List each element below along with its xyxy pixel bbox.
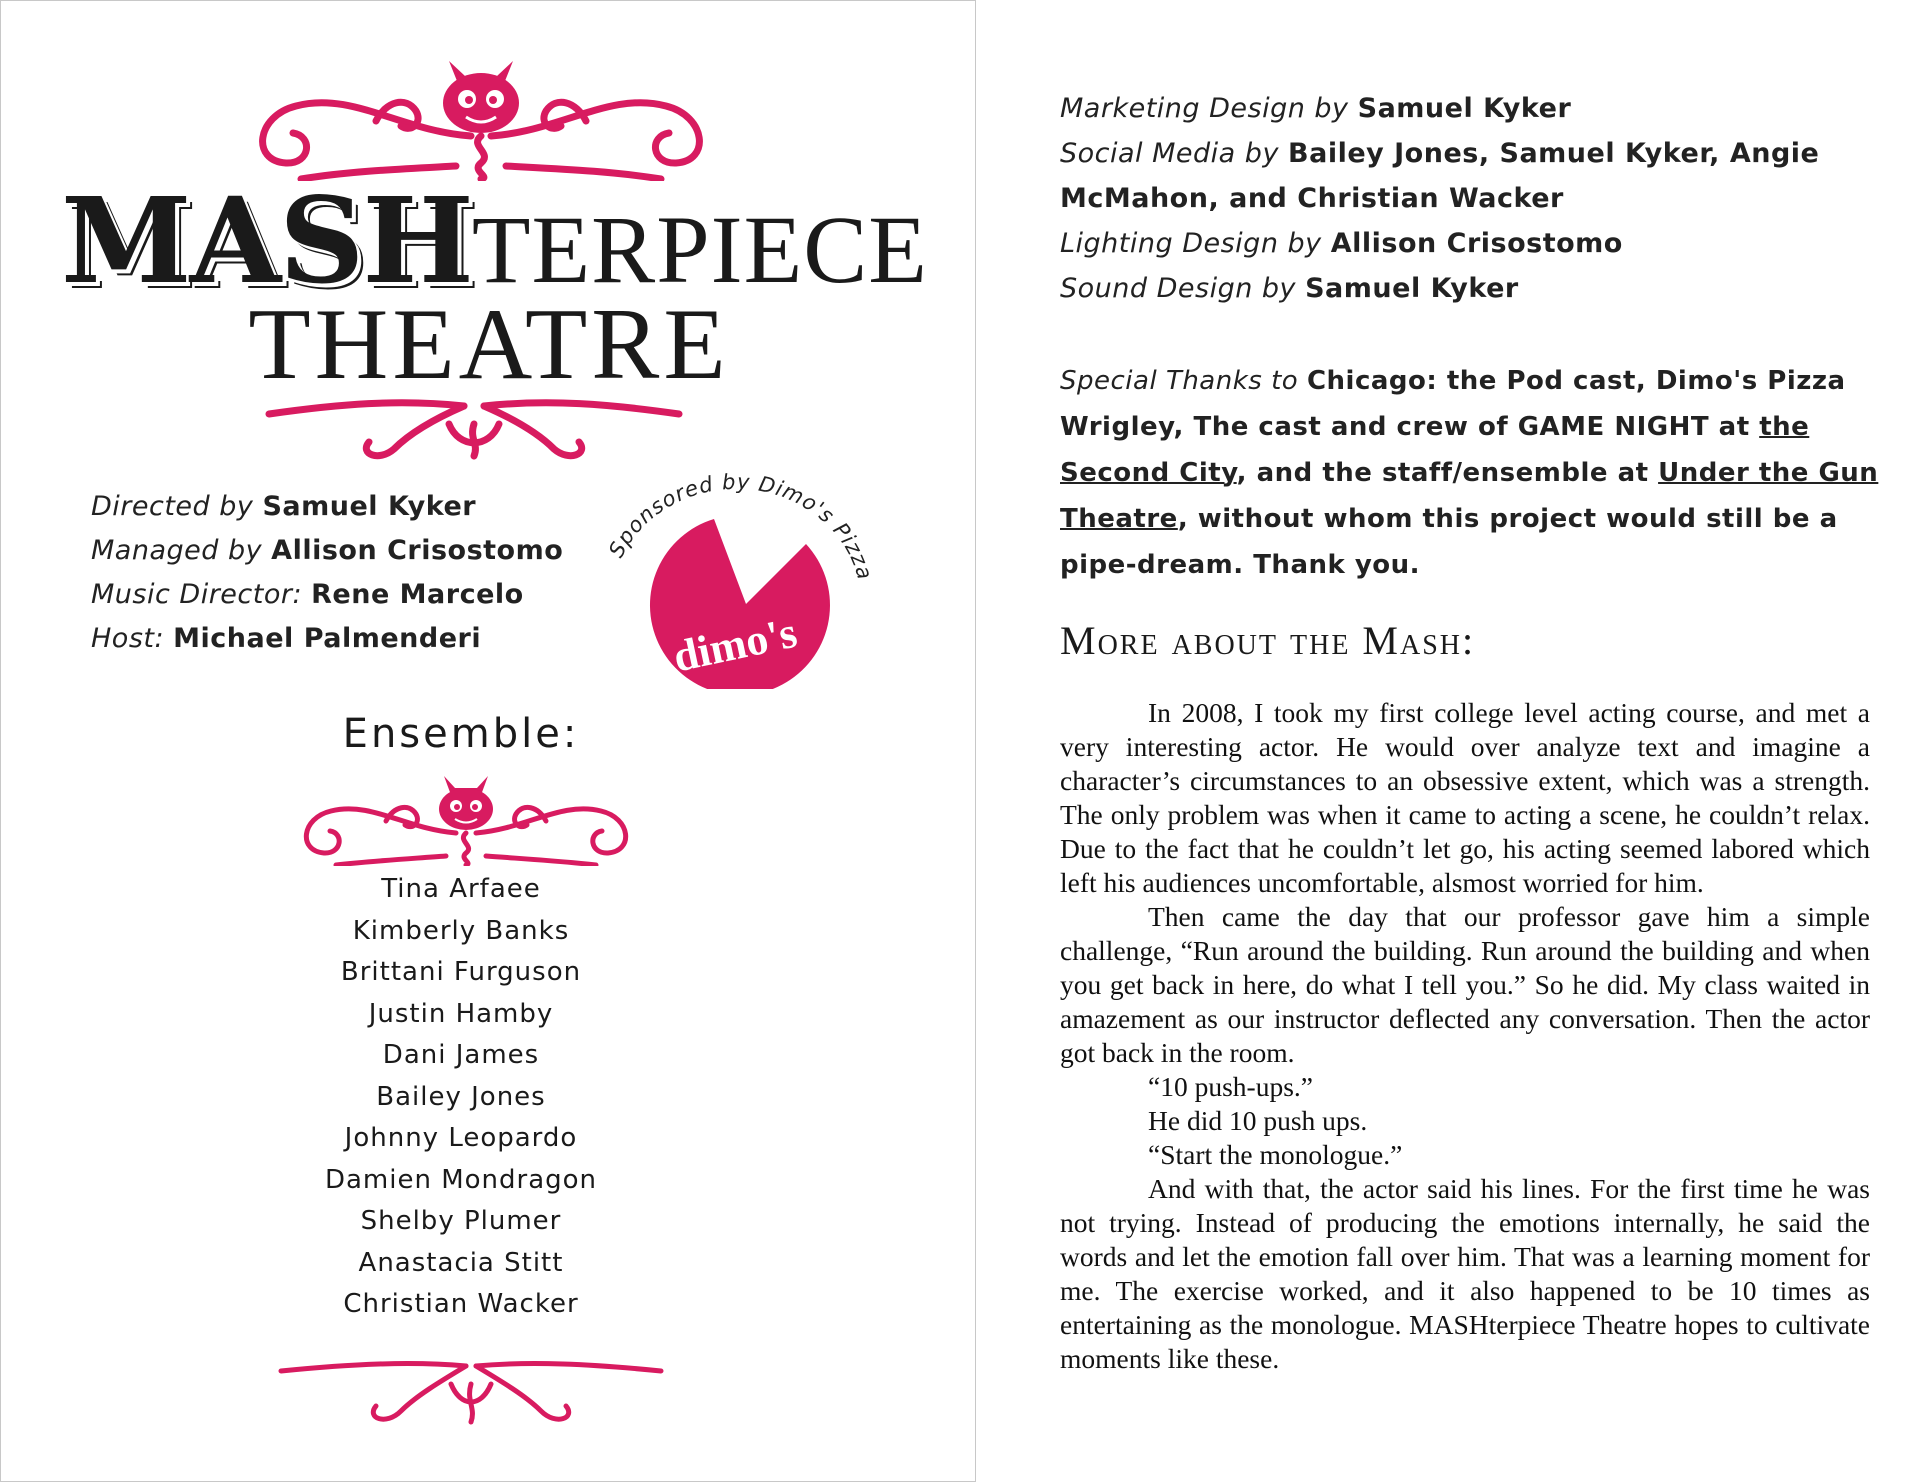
cat-face-icon bbox=[443, 61, 519, 133]
credit-music-director bbox=[91, 573, 563, 617]
thanks-lead: Special Thanks to bbox=[1060, 366, 1307, 396]
bottom-flourish-ornament bbox=[271, 1356, 671, 1436]
essay-paragraph: Then came the day that our professor gave him a simple challenge, “Run around the building. Run around the building and when you get back in here, do what I tell you.” So he did. My class waited in amazement as our instructor deflected any conversation. Then the actor got back in the room. bbox=[1060, 901, 1870, 1068]
credit-marketing bbox=[1060, 86, 1880, 131]
credit-role: Music Director: bbox=[91, 579, 312, 610]
ensemble-member: Tina Arfaee bbox=[381, 874, 541, 904]
ensemble-list bbox=[1, 869, 921, 1326]
essay-paragraph: “10 push-ups.” bbox=[1148, 1071, 1313, 1102]
dimos-logo-text: dimo's bbox=[668, 607, 802, 682]
credit-name: Allison Crisostomo bbox=[271, 535, 564, 566]
credit-role: Social Media by bbox=[1060, 138, 1289, 169]
title-line-1 bbox=[61, 171, 941, 310]
credit-role: Sound Design by bbox=[1060, 273, 1306, 304]
credit-name: Michael Palmenderi bbox=[173, 623, 482, 654]
thanks-text: Chicago: the Pod cast, Dimo's Pizza Wrigley, The cast and crew of GAME NIGHT at bbox=[1060, 366, 1846, 442]
ensemble-flourish-ornament bbox=[266, 771, 666, 866]
about-heading: More about the Mash: bbox=[1060, 618, 1476, 663]
ensemble-member: Johnny Leopardo bbox=[344, 1123, 578, 1153]
top-flourish-ornament bbox=[201, 51, 761, 181]
essay-paragraph: “Start the monologue.” bbox=[1148, 1139, 1403, 1170]
credit-sound bbox=[1060, 266, 1880, 311]
credit-social-media bbox=[1060, 131, 1880, 221]
credit-director bbox=[91, 485, 563, 529]
sponsor-logo bbox=[596, 449, 886, 689]
credit-host bbox=[91, 617, 563, 661]
about-essay bbox=[1060, 696, 1870, 1376]
essay-paragraph: In 2008, I took my first college level acting course, and met a very interesting actor. He would over analyze text and imagine a character’s circumstances to an obsessive extent, which was a strength. The only problem was when it came to acting a scene, he couldn’t relax. Due to the fact that he couldn’t let go, his acting seemed labored which left his audiences uncomfortable, alsmost worried for him. bbox=[1060, 697, 1870, 898]
credit-lighting bbox=[1060, 221, 1880, 266]
special-thanks bbox=[1060, 358, 1880, 588]
credit-role: Lighting Design by bbox=[1060, 228, 1331, 259]
title-terpiece: TERPIECE bbox=[471, 196, 928, 303]
essay-paragraph: And with that, the actor said his lines. For the first time he was not trying. Instead of producing the emotions internally, he said the words and let the emotion fall over him. That was a learning moment for me. The exercise worked, and it also happened to be 10 times as entertaining as the monologue. MASHterpiece Theatre hopes to cultivate moments like these. bbox=[1060, 1173, 1870, 1374]
sponsor-text: Sponsored by Dimo's Pizza bbox=[604, 469, 878, 583]
credit-name: Samuel Kyker bbox=[262, 491, 477, 522]
credit-role: Marketing Design by bbox=[1060, 93, 1358, 124]
program-right-page bbox=[1060, 0, 1920, 1484]
ensemble-member: Damien Mondragon bbox=[324, 1164, 598, 1195]
ensemble-member: Christian Wacker bbox=[343, 1289, 579, 1319]
thanks-text: , and the staff/ensemble at bbox=[1236, 458, 1659, 488]
credit-name: Samuel Kyker bbox=[1305, 273, 1519, 304]
credit-role: Managed by bbox=[91, 535, 272, 566]
ensemble-member: Dani James bbox=[382, 1040, 540, 1070]
svg-text:Sponsored by Dimo's Pizza bbox=[604, 470, 877, 583]
credit-name: Bailey Jones, Samuel Kyker, Angie McMahon, and Christian Wacker bbox=[1060, 138, 1820, 214]
credit-name: Rene Marcelo bbox=[311, 579, 524, 610]
ensemble-member: Shelby Plumer bbox=[360, 1206, 562, 1236]
title-theatre: THEATRE bbox=[248, 288, 730, 401]
ensemble-member: Anastacia Stitt bbox=[358, 1247, 564, 1278]
thanks-text: , without whom this project would still be a pipe-dream. Thank you. bbox=[1060, 504, 1838, 580]
credit-name: Allison Crisostomo bbox=[1330, 228, 1623, 259]
thanks-second-city: the Second City bbox=[1060, 412, 1810, 488]
ensemble-member: Bailey Jones bbox=[376, 1081, 546, 1112]
credit-role: Directed by bbox=[91, 491, 263, 522]
title-mash: MASH bbox=[61, 171, 472, 310]
credit-role: Host: bbox=[91, 623, 174, 654]
ensemble-member: Justin Hamby bbox=[368, 998, 554, 1029]
ensemble-member: Kimberly Banks bbox=[352, 915, 570, 946]
production-credits bbox=[91, 485, 563, 661]
cat-face-icon bbox=[439, 776, 493, 830]
credit-name: Samuel Kyker bbox=[1357, 93, 1572, 124]
thanks-under-the-gun: Under the Gun Theatre bbox=[1060, 458, 1879, 534]
production-credits-right bbox=[1060, 86, 1880, 311]
ensemble-heading: Ensemble: bbox=[342, 711, 580, 757]
essay-paragraph: He did 10 push ups. bbox=[1148, 1105, 1368, 1136]
ensemble-member: Brittani Furguson bbox=[340, 957, 582, 987]
credit-manager bbox=[91, 529, 563, 573]
